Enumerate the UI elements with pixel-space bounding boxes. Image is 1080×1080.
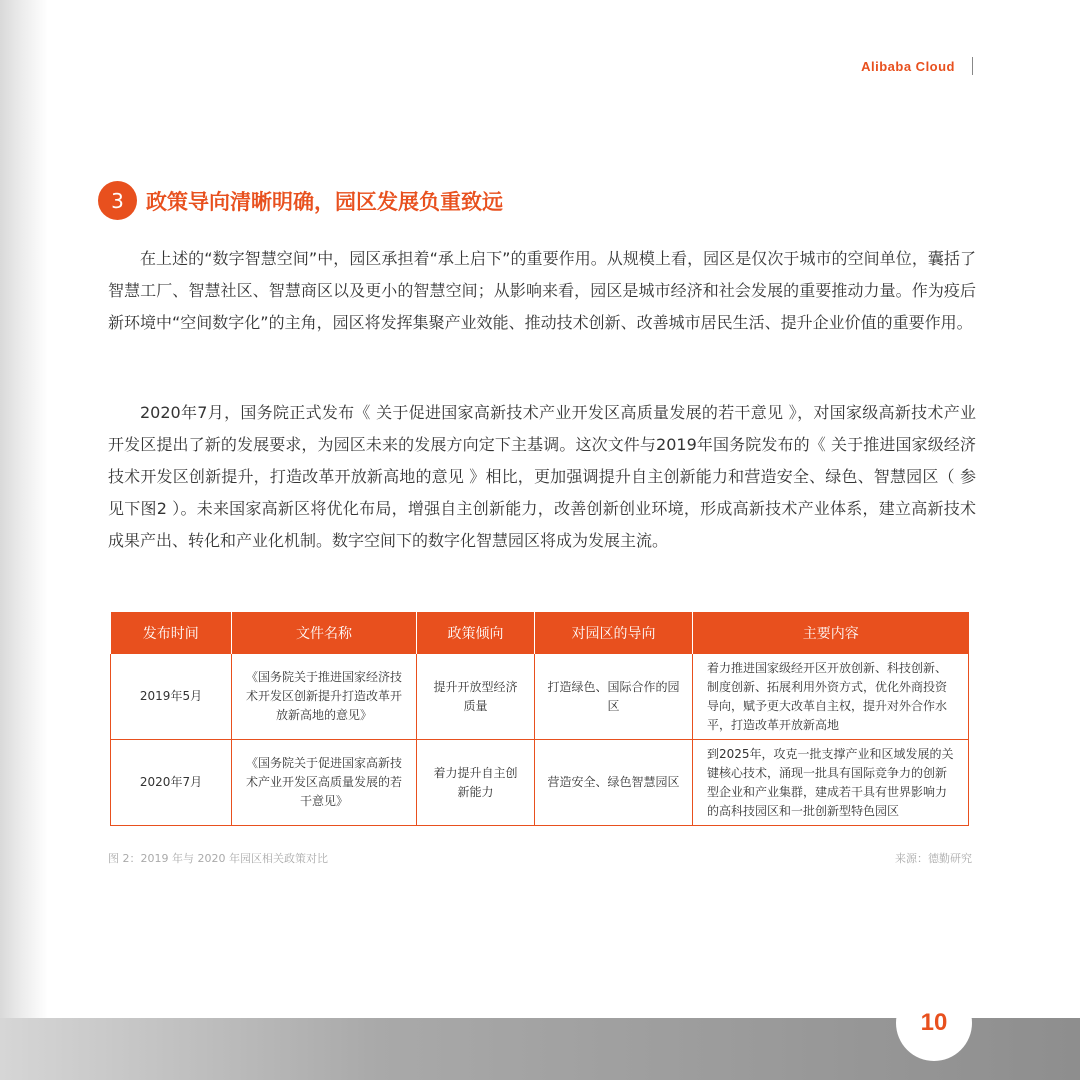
figure-source: 来源：德勤研究 (895, 852, 972, 865)
cell-document: 《国务院关于推进国家经济技术开发区创新提升打造改革开放新高地的意见》 (232, 654, 417, 740)
figure-caption: 图 2：2019 年与 2020 年园区相关政策对比 (108, 852, 328, 865)
column-header-date: 发布时间 (111, 612, 232, 654)
cell-guidance: 打造绿色、国际合作的园区 (535, 654, 693, 740)
section-number-badge: 3 (98, 181, 137, 220)
left-page-shadow (0, 0, 48, 1080)
cell-document: 《国务院关于促进国家高新技术产业开发区高质量发展的若干意见》 (232, 740, 417, 826)
body-paragraph-2: 2020年7月，国务院正式发布《 关于促进国家高新技术产业开发区高质量发展的若干意见 》，对国家级高新技术产业开发区提出了新的发展要求，为园区未来的发展方向定下主基调。这次文件与2019年国务院发布的《 关于推进国家级经济技术开发区创新提升，打造改革开放新高地的意见 》相比，更加强调提升自主创新能力和营造安全、绿色、智慧园区（ 参见下图2 ）。未来国家高新区将优化布局，增强自主创新能力，改善创新创业环境，形成高新技术产业体系，建立高新技术成果产出、转化和产业化机制。数字空间下的数字化智慧园区将成为发展主流。 (108, 403, 976, 550)
page-number-badge (896, 985, 972, 1061)
cell-content: 着力推进国家级经开区开放创新、科技创新、制度创新、拓展利用外资方式，优化外商投资导向，赋予更大改革自主权，提升对外合作水平，打造改革开放新高地 (693, 654, 969, 740)
brand-divider (972, 57, 973, 75)
column-header-guidance: 对园区的导向 (535, 612, 693, 654)
section-heading (98, 181, 503, 220)
brand-label: Alibaba Cloud (861, 59, 955, 74)
cell-tendency: 着力提升自主创新能力 (417, 740, 535, 826)
cell-tendency: 提升开放型经济质量 (417, 654, 535, 740)
policy-comparison-table (110, 612, 969, 826)
table-row (111, 654, 969, 740)
table-header-row (111, 612, 969, 654)
cell-date: 2020年7月 (111, 740, 232, 826)
column-header-tendency: 政策倾向 (417, 612, 535, 654)
page-number: 10 (920, 1009, 948, 1036)
cell-content: 到2025年，攻克一批支撑产业和区域发展的关键核心技术，涌现一批具有国际竞争力的创新型企业和产业集群，建成若干具有世界影响力的高科技园区和一批创新型特色园区 (693, 740, 969, 826)
body-paragraph-1: 在上述的“数字智慧空间”中，园区承担着“承上启下”的重要作用。从规模上看，园区是仅次于城市的空间单位，囊括了智慧工厂、智慧社区、智慧商区以及更小的智慧空间；从影响来看，园区是城市经济和社会发展的重要推动力量。作为疫后新环境中“空间数字化”的主角，园区将发挥集聚产业效能、推动技术创新、改善城市居民生活、提升企业价值的重要作用。 (108, 249, 976, 332)
section-title: 政策导向清晰明确，园区发展负重致远 (146, 189, 503, 214)
column-header-content: 主要内容 (693, 612, 969, 654)
column-header-document: 文件名称 (232, 612, 417, 654)
cell-guidance: 营造安全、绿色智慧园区 (535, 740, 693, 826)
cell-date: 2019年5月 (111, 654, 232, 740)
table-row (111, 740, 969, 826)
